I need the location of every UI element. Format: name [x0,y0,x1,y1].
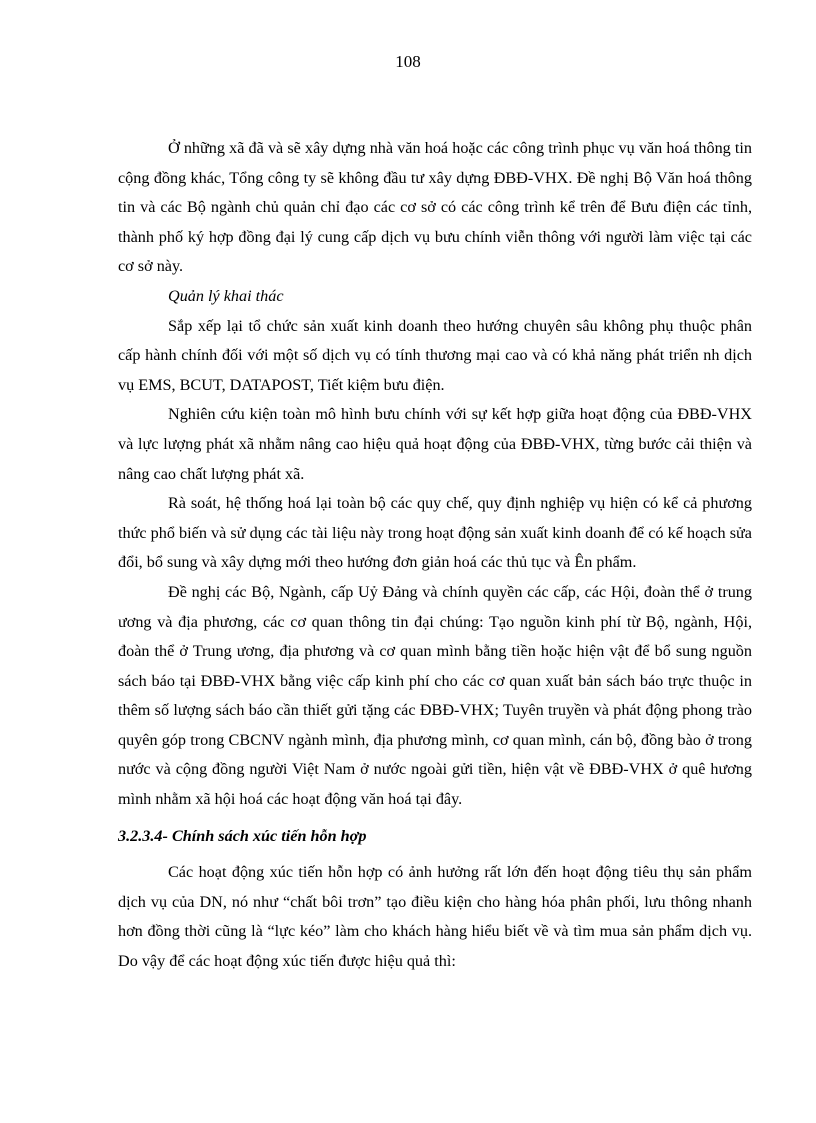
paragraph-cultural-works: Ở những xã đã và sẽ xây dựng nhà văn hoá hoặc các công trình phục vụ văn hoá thông tin cộng đồng khác, Tổng công ty sẽ không đầu tư xây dựng ĐBĐ-VHX. Đề nghị Bộ Văn hoá thông tin và các Bộ ngành chủ quản chỉ đạo các cơ sở có các công trình kể trên để Bưu điện các tỉnh, thành phố ký hợp đồng đại lý cung cấp dịch vụ bưu chính viễn thông với người làm việc tại các cơ sở này. [118,139,752,276]
paragraph-reorganize: Sắp xếp lại tổ chức sản xuất kinh doanh theo hướng chuyên sâu không phụ thuộc phân cấp hành chính đối với một số dịch vụ có tính thương mại cao và có khả năng phát triển nh dịch vụ EMS, BCUT, DATAPOST, Tiết kiệm bưu điện. [118,316,752,394]
document-body [118,134,752,977]
page-number: 108 [395,52,421,71]
section-heading: 3.2.3.4- Chính sách xúc tiến hỗn hợp [118,826,367,845]
paragraph-research-model: Nghiên cứu kiện toàn mô hình bưu chính với sự kết hợp giữa hoạt động của ĐBĐ-VHX và lực lượng phát xã nhằm nâng cao hiệu quả hoạt động của ĐBĐ-VHX, từng bước cải thiện và nâng cao chất lượng phát xã. [118,405,752,483]
paragraph-promotion: Các hoạt động xúc tiến hỗn hợp có ảnh hưởng rất lớn đến hoạt động tiêu thụ sản phẩm dịch vụ của DN, nó như “chất bôi trơn” tạo điều kiện cho hàng hóa phân phối, lưu thông nhanh hơn đồng thời cũng là “lực kéo” làm cho khách hàng hiểu biết về và tìm mua sản phẩm dịch vụ. Do vậy để các hoạt động xúc tiến được hiệu quả thì: [118,863,752,971]
paragraph-proposal: Đề nghị các Bộ, Ngành, cấp Uỷ Đảng và chính quyền các cấp, các Hội, đoàn thể ở trung ương và địa phương, các cơ quan thông tin đại chúng: Tạo nguồn kinh phí từ Bộ, ngành, Hội, đoàn thể ở Trung ương, địa phương và cơ quan mình bằng tiền hoặc hiện vật để bổ sung nguồn sách báo tại ĐBĐ-VHX bằng việc cấp kinh phí cho các cơ quan xuất bản sách báo trực thuộc in thêm số lượng sách báo cần thiết gửi tặng các ĐBĐ-VHX; Tuyên truyền và phát động phong trào quyên góp trong CBCNV ngành mình, địa phương mình, cơ quan mình, cán bộ, đồng bào ở trong nước và cộng đồng người Việt Nam ở nước ngoài gửi tiền, hiện vật về ĐBĐ-VHX ở quê hương mình nhằm xã hội hoá các hoạt động văn hoá tại đây. [118,582,752,809]
subheading-management: Quản lý khai thác [168,286,284,305]
paragraph-review-regulations: Rà soát, hệ thống hoá lại toàn bộ các quy chế, quy định nghiệp vụ hiện có kể cả phương thức phổ biến và sử dụng các tài liệu này trong hoạt động sản xuất kinh doanh để có kế hoạch sửa đổi, bổ sung và xây dựng mới theo hướng đơn giản hoá các thủ tục và Ên phẩm. [118,494,752,572]
